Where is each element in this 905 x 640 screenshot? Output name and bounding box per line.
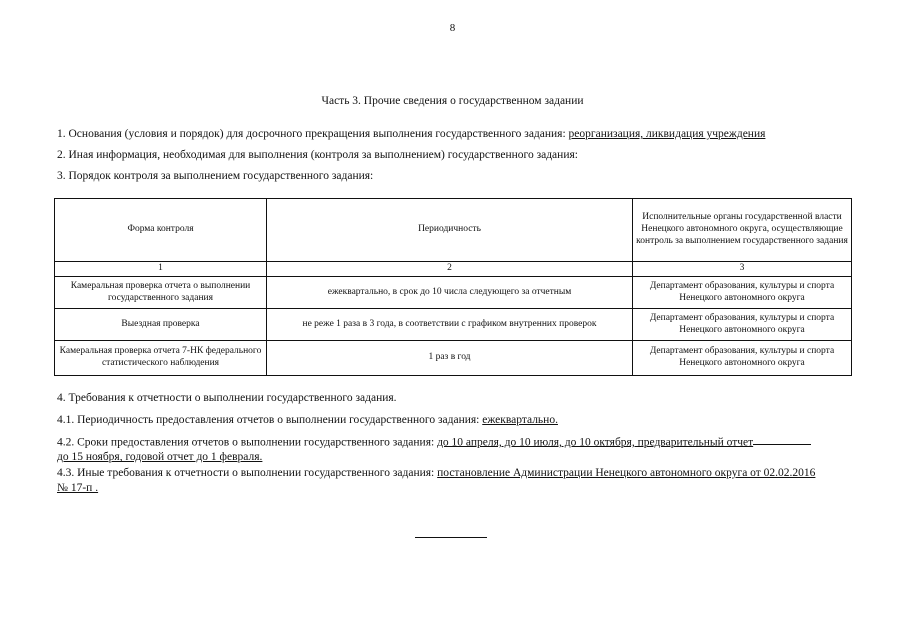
item-4-3-line-1 xyxy=(57,466,815,481)
item-4-reporting-requirements: 4. Требования к отчетности о выполнении государственного задания. xyxy=(57,392,397,404)
control-table xyxy=(54,198,852,376)
table-row xyxy=(55,309,852,341)
table-row xyxy=(55,341,852,376)
item-1-early-termination xyxy=(57,128,765,140)
item-4-1-report-frequency xyxy=(57,414,558,426)
item-4-2-line-2 xyxy=(57,450,811,465)
item-4-3-value-line-2: № 17-п . xyxy=(57,481,99,494)
item-4-3-value-line-1: постановление Администрации Ненецкого автономного округа от 02.02.2016 xyxy=(437,467,816,479)
header-periodicity: Периодичность xyxy=(267,199,633,262)
cell-control-form: Камеральная проверка отчета о выполнении государственного задания xyxy=(55,277,267,309)
cell-periodicity: не реже 1 раза в 3 года, в соответствии с графиком внутренних проверок xyxy=(267,309,633,341)
part-title: Часть 3. Прочие сведения о государственном задании xyxy=(321,95,584,107)
underline-filler xyxy=(753,434,811,445)
cell-periodicity: 1 раз в год xyxy=(267,341,633,376)
item-3-control-procedure: 3. Порядок контроля за выполнением государственного задания: xyxy=(57,170,374,182)
page-number: 8 xyxy=(449,22,456,34)
header-authority: Исполнительные органы государственной власти Ненецкого автономного округа, осуществляющие контроль за выполнением государственного задания xyxy=(633,199,852,262)
cell-authority: Департамент образования, культуры и спорта Ненецкого автономного округа xyxy=(633,309,852,341)
header-control-form: Форма контроля xyxy=(55,199,267,262)
column-number: 2 xyxy=(267,262,633,277)
cell-control-form: Выездная проверка xyxy=(55,309,267,341)
item-1-value: реорганизация, ликвидация учреждения xyxy=(568,128,766,140)
cell-periodicity: ежеквартально, в срок до 10 числа следующего за отчетным xyxy=(267,277,633,309)
item-1-label: 1. Основания (условия и порядок) для досрочного прекращения выполнения государственного задания: xyxy=(57,128,569,140)
table-header-row xyxy=(55,199,852,262)
column-number-row xyxy=(55,262,852,277)
end-divider xyxy=(415,537,487,538)
cell-authority: Департамент образования, культуры и спорта Ненецкого автономного округа xyxy=(633,341,852,376)
item-4-3-line-2 xyxy=(57,481,815,496)
item-2-other-info: 2. Иная информация, необходимая для выполнения (контроля за выполнением) государственного задания: xyxy=(57,149,578,161)
item-4-2-label: 4.2. Сроки предоставления отчетов о выполнении государственного задания: xyxy=(57,436,438,449)
item-4-2-value-line-2: до 15 ноября, годовой отчет до 1 февраля. xyxy=(57,451,263,464)
cell-control-form: Камеральная проверка отчета 7-НК федерального статистического наблюдения xyxy=(55,341,267,376)
column-number: 1 xyxy=(55,262,267,277)
item-4-2-value-line-1: до 10 апреля, до 10 июля, до 10 октября, предварительный отчет xyxy=(437,436,754,449)
cell-authority: Департамент образования, культуры и спорта Ненецкого автономного округа xyxy=(633,277,852,309)
table-row xyxy=(55,277,852,309)
item-4-1-value: ежеквартально. xyxy=(482,414,558,426)
item-4-3-other-requirements xyxy=(57,466,815,496)
column-number: 3 xyxy=(633,262,852,277)
item-4-2-line-1 xyxy=(57,434,811,450)
item-4-1-label: 4.1. Периодичность предоставления отчетов о выполнении государственного задания: xyxy=(57,414,483,426)
item-4-2-report-deadlines xyxy=(57,434,811,465)
item-4-3-label: 4.3. Иные требования к отчетности о выполнении государственного задания: xyxy=(57,467,438,479)
